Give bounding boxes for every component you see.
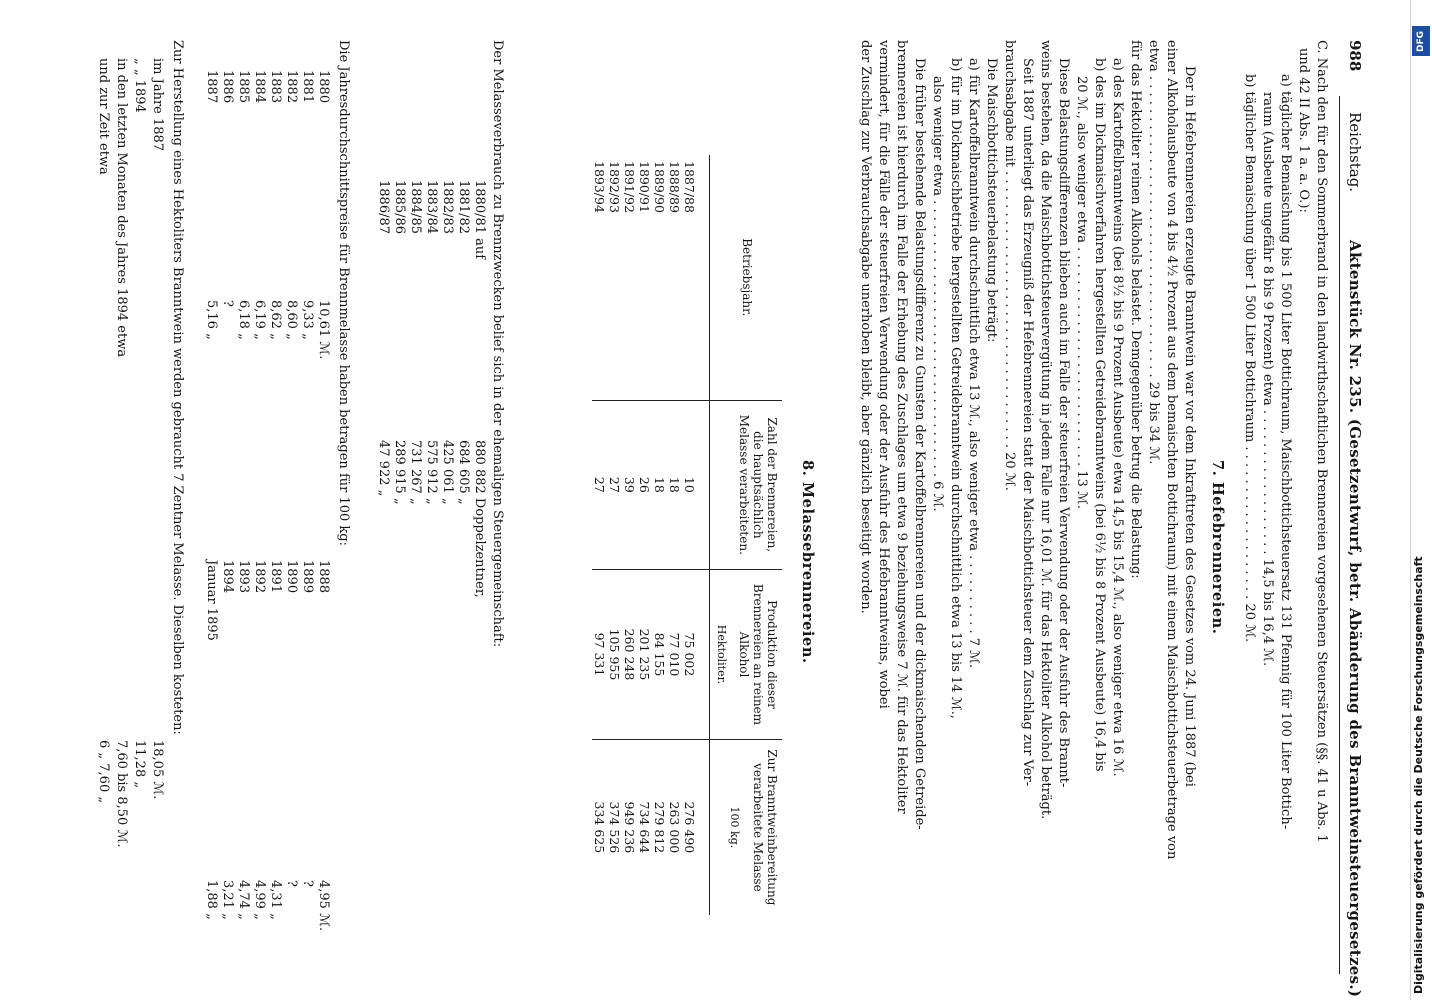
prices-intro: Die Jahresdurchschnittspreise für Brennmelasse haben betragen für 100 kg:	[336, 40, 351, 546]
section-7-line-7: 20 ℳ., also weniger etwa . . . . . . . . . . . . . . . . . . . . . . . . . . . 13 ℳ.	[1074, 76, 1089, 510]
price-year: 1891	[268, 560, 283, 594]
section-c-line-2: und 42 II Abs. 1 a. a. O.):	[1296, 48, 1311, 213]
cost-value: 6 „ 7,60 „	[96, 740, 111, 804]
price-year: 1883	[268, 70, 283, 104]
table-row: 1888/89 18 77 010 263 000	[667, 155, 682, 915]
section-c-line-4: raum (Ausbeute ungefähr 8 bis 9 Prozent) etwa . . . . . . . . . . . . . . . . . . 14,5 bis 16,4 ℳ.	[1260, 92, 1275, 667]
price-year: 1893	[236, 560, 251, 594]
consumption-intro: Der Melasseverbrauch zu Brennzwecken belief sich in der ehemaligen Steuergemeinschaft:	[490, 40, 505, 648]
price-year: 1889	[300, 560, 315, 594]
consumption-year: 1885/86	[392, 180, 407, 235]
price-value: 9,33 „	[300, 300, 315, 340]
col-header-year: Betriebsjahr.	[709, 155, 782, 400]
consumption-amount: 47 922 „	[376, 440, 391, 497]
price-year: 1882	[284, 70, 299, 104]
price-value: 1,88 „	[204, 880, 219, 920]
section-7-line-11: brauchsabgabe mit . . . . . . . . . . . . . . . . . . . . . . . . . . . . . . . . . . 20 ℳ.	[1002, 40, 1017, 491]
price-year: 1885	[236, 70, 251, 104]
section-7-line-12: Die Maischbottichsteuerbelastung beträgt:	[984, 58, 999, 343]
section-7-line-8: Diese Belastungsdifferenzen blieben auch im Falle der steuerfreien Verwendung oder der Ausfuhr des Brannt-	[1056, 58, 1071, 788]
consumption-year: 1880/81 auf	[472, 180, 487, 260]
cost-label: und zur Zeit etwa	[96, 58, 111, 175]
table-row: 1890/91 26 201 235 734 644	[637, 155, 652, 915]
cost-label: im Jahre 1887	[150, 58, 165, 152]
consumption-year: 1886/87	[376, 180, 391, 235]
melasse-table-header-row	[709, 155, 782, 915]
section-7-line-17: brennereien ist hierdurch im Falle der Erhebung des Zuschlages um etwa 9 beziehungsweise 7 ℳ. für das Hektoliter	[894, 40, 909, 814]
price-year: 1884	[252, 70, 267, 104]
unit-melasse: 100 kg.	[728, 806, 742, 849]
price-year: Januar 1895	[204, 560, 219, 641]
digitization-credit: Digitalisierung gefördert durch die Deutsche Forschungsgemeinschaft	[1412, 556, 1425, 994]
document-title: Aktenstück Nr. 235. (Gesetzentwurf, betr. Abänderung des Branntweinsteuergesetzes.)	[1346, 240, 1364, 998]
section-7-line-3: etwa . . . . . . . . . . . . . . . . . . . . . . . . . . . . . . . . . . . . . 29 bis 34 ℳ.	[1146, 40, 1161, 465]
price-value: 8,60 „	[284, 300, 299, 340]
session-label: Reichstag.	[1346, 112, 1364, 193]
price-value: ?	[300, 880, 315, 887]
consumption-amount: 880 882 Doppelzentner,	[472, 440, 487, 598]
price-year: 1887	[204, 70, 219, 104]
section-7-line-19: der Zuschlag zur Verbrauchsabgabe unerhoben bleibt, aber gänzlich beseitigt worden.	[858, 40, 873, 614]
price-value: 8,62 „	[268, 300, 283, 340]
section-7-line-6: b) des im Dickmaischverfahren hergestellten Getreidebranntweins (bei 6½ bis 8 Prozent Ausbeute) 16,4 bis	[1092, 58, 1107, 772]
section-7-line-10: Seit 1887 unterliegt das Erzeugniß der Hefebrennereien statt der Maischbottichsteuer dem Zuschlag zur Ver-	[1020, 58, 1035, 787]
price-year: 1892	[252, 560, 267, 594]
table-row: 1892/93 27 105 955 374 526	[607, 155, 622, 915]
price-value: 6,18 „	[236, 300, 251, 340]
section-7-line-2: einer Alkoholausbeute von 4 bis 4½ Prozent aus dem bemaischten Bottichraum) mit einem Maischbottichsteuerbetrage von	[1164, 40, 1179, 860]
price-value: 3,21 „	[220, 880, 235, 920]
consumption-amount: 289 915 „	[392, 440, 407, 505]
unit-production: Hektoliter.	[714, 624, 728, 685]
price-value: ?	[284, 880, 299, 887]
consumption-year: 1882/83	[440, 180, 455, 235]
price-value: 6,19 „	[252, 300, 267, 340]
cost-value: 11,28 „	[132, 740, 147, 789]
consumption-year: 1884/85	[408, 180, 423, 235]
price-value: 4,31 „	[268, 880, 283, 920]
col-header-melasse: Zur Branntweinbereitung verarbeitete Melasse 100 kg.	[709, 739, 782, 915]
section-7-line-9: weins bestehen, da die Maischbottichsteuervergütung in jedem Falle nur 16,01 ℳ. für das Hektoliter Alkohol beträgt.	[1038, 40, 1053, 820]
section-7-line-1: Der in Hefebrennereien erzeugte Branntwein war vor dem Inkrafttreten des Gesetzes vom 24. Juni 1887 (bei	[1182, 66, 1197, 787]
price-year: 1888	[316, 560, 331, 594]
header-rule	[1339, 96, 1340, 974]
table-row: 1891/92 39 260 248 949 236	[622, 155, 637, 915]
price-year: 1880	[316, 70, 331, 104]
section-8-heading: 8. Melassebrennereien.	[799, 460, 816, 664]
section-7-line-13: a) für Kartoffelbranntwein durchschnittlich etwa 13 ℳ., also weniger etwa . . . . . . . . . . 7 ℳ.	[966, 58, 981, 669]
price-value: 4,74 „	[236, 880, 251, 920]
section-7-line-15: also weniger etwa . . . . . . . . . . . . . . . . . . . . . . . . . . . . . . . . . . 6 ℳ.	[930, 76, 945, 512]
consumption-amount: 684 605 „	[456, 440, 471, 505]
col-header-production: Produktion dieser Brennereien an reinem Alkohol Hektoliter.	[709, 570, 782, 740]
price-year: 1894	[220, 560, 235, 594]
melasse-table	[592, 155, 782, 915]
cost-label: „ „ 1894	[132, 58, 147, 113]
col-header-count: Zahl der Brennereien, die hauptsächlich Melasse verarbeiteten.	[709, 400, 782, 570]
section-c-line-3: a) täglicher Bemaischung bis 1 500 Liter Bottichraum, Maischbottichsteuersatz 131 Pfennig für 100 Liter Bottich-	[1278, 74, 1293, 830]
section-7-line-5: a) des Kartoffelbranntweins (bei 8½ bis 9 Prozent Ausbeute) etwa 14,5 bis 15,4 ℳ., also weniger etwa 16 ℳ.	[1110, 58, 1125, 777]
section-c-line-1: C. Nach den für den Sommerbrand in den landwirthschaftlichen Brennereien vorgesehenen Steuersätzen (§§. 41 u Abs. 1	[1314, 40, 1329, 843]
price-year: 1890	[284, 560, 299, 594]
price-year: 1881	[300, 70, 315, 104]
section-7-line-16: Die früher bestehende Belastungsdifferenz zu Gunsten der Kartoffelbrennereien und der dickmaischenden Getreide-	[912, 58, 927, 830]
dfg-logo: DFG	[1412, 26, 1430, 56]
price-value: 10,61 ℳ.	[316, 300, 331, 360]
cost-label: in den letzten Monaten des Jahres 1894 etwa	[114, 58, 129, 358]
cost-intro: Zur Herstellung eines Hektoliters Branntwein werden gebraucht 7 Zentner Melasse. Dieselben kosteten:	[170, 40, 185, 735]
price-year: 1886	[220, 70, 235, 104]
table-row: 1887/88 10 75 002 276 490	[682, 155, 710, 915]
table-row: 1893/94 27 97 331 334 625	[592, 155, 607, 915]
section-7-line-14: b) für im Dickmaischbetriebe hergestellten Getreidebranntwein durchschnittlich etwa 13 bis 14 ℳ.,	[948, 58, 963, 719]
cost-value: 18,05 ℳ.	[150, 740, 165, 800]
consumption-amount: 731 267 „	[408, 440, 423, 505]
consumption-year: 1883/84	[424, 180, 439, 235]
page-number: 988	[1346, 40, 1364, 72]
price-value: 4,99 „	[252, 880, 267, 920]
price-value: ?	[220, 300, 235, 307]
section-7-line-4: für das Hektoliter reinen Alkohols belastet. Demgegenüber betrug die Belastung:	[1128, 40, 1143, 579]
price-value: 5,16 „	[204, 300, 219, 340]
consumption-year: 1881/82	[456, 180, 471, 235]
cost-value: 7,60 bis 8,50 ℳ.	[114, 740, 129, 848]
section-c-line-5: b) täglicher Bemaischung über 1 500 Liter Bottichraum . . . . . . . . . . . . . . . . . . . 20 ℳ.	[1242, 74, 1257, 643]
price-value: 4,95 ℳ.	[316, 880, 331, 932]
section-7-line-18: vermindert, für die Fälle der steuerfreien Verwendung oder der Ausfuhr des Hefebranntweins, wobei	[876, 40, 891, 709]
section-7-heading: 7. Hefebrennereien.	[1209, 460, 1226, 635]
table-row: 1889/90 18 84 155 279 812	[652, 155, 667, 915]
consumption-amount: 425 061 „	[440, 440, 455, 505]
consumption-amount: 575 912 „	[424, 440, 439, 505]
